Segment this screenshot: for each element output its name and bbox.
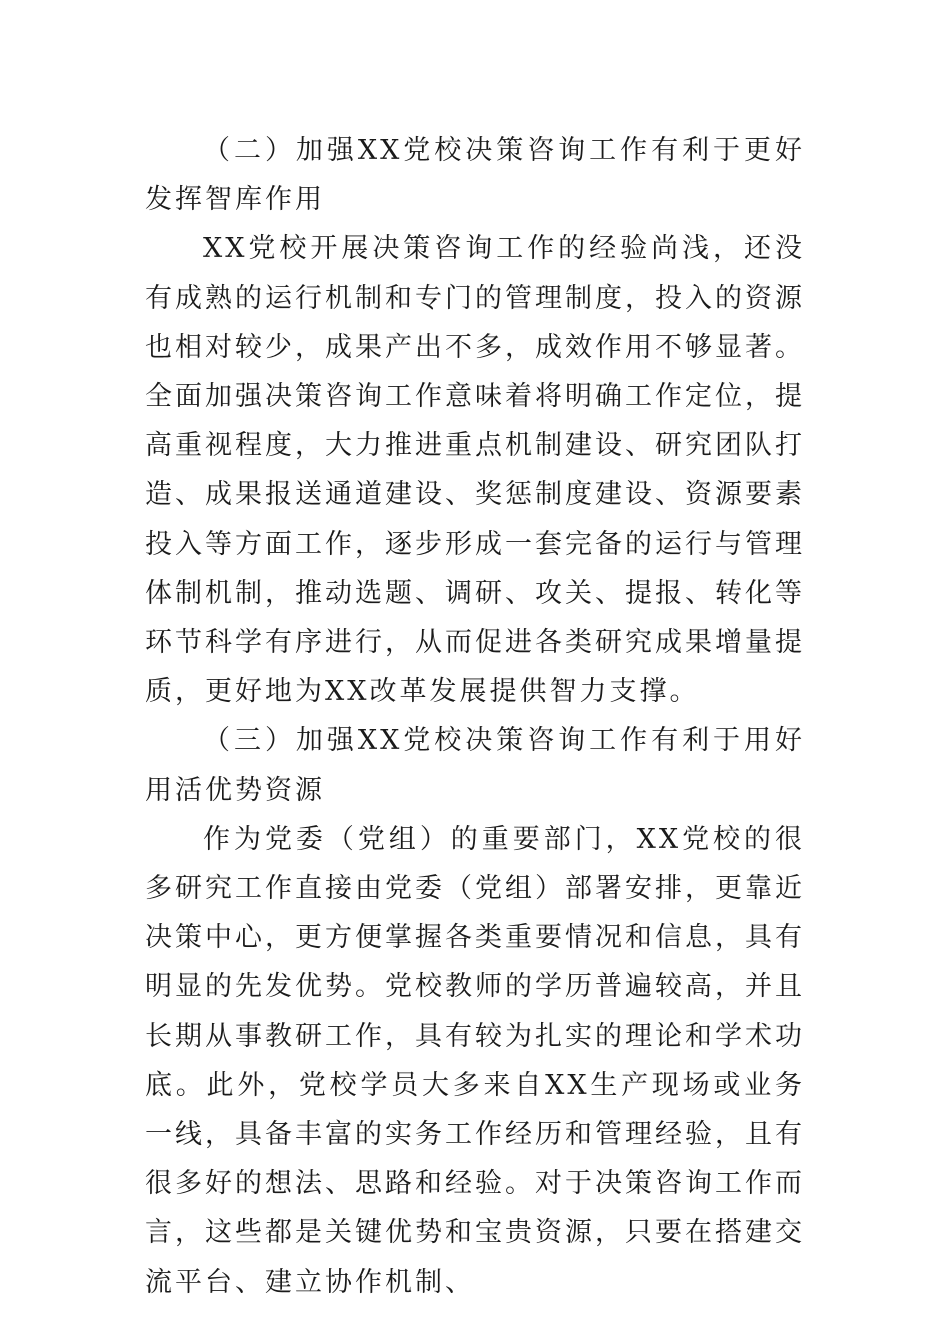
section-heading-3: （三）加强XX党校决策咨询工作有利于用好用活优势资源 (145, 725, 805, 806)
section-paragraph-2: XX党校开展决策咨询工作的经验尚浅，还没有成熟的运行机制和专门的管理制度，投入的资源也相对较少，成果产出不多，成效作用不够显著。全面加强决策咨询工作意味着将明确工作定位，提高重视程度，大力推进重点机制建设、研究团队打造、成果报送通道建设、奖惩制度建设、资源要素投入等方面工作，逐步形成一套完备的运行与管理体制机制，推动选题、调研、攻关、提报、转化等环节科学有序进行，从而促进各类研究成果增量提质，更好地为XX改革发展提供智力支撑。 (145, 233, 805, 708)
section-paragraph-3: 作为党委（党组）的重要部门，XX党校的很多研究工作直接由党委（党组）部署安排，更靠近决策中心，更方便掌握各类重要情况和信息，具有明显的先发优势。党校教师的学历普遍较高，并且长期从事教研工作，具有较为扎实的理论和学术功底。此外，党校学员大多来自XX生产现场或业务一线，具备丰富的实务工作经历和管理经验，且有很多好的想法、思路和经验。对于决策咨询工作而言，这些都是关键优势和宝贵资源，只要在搭建交流平台、建立协作机制、 (145, 823, 805, 1298)
section-heading-2: （二）加强XX党校决策咨询工作有利于更好发挥智库作用 (145, 135, 805, 216)
document-body (145, 126, 805, 1307)
